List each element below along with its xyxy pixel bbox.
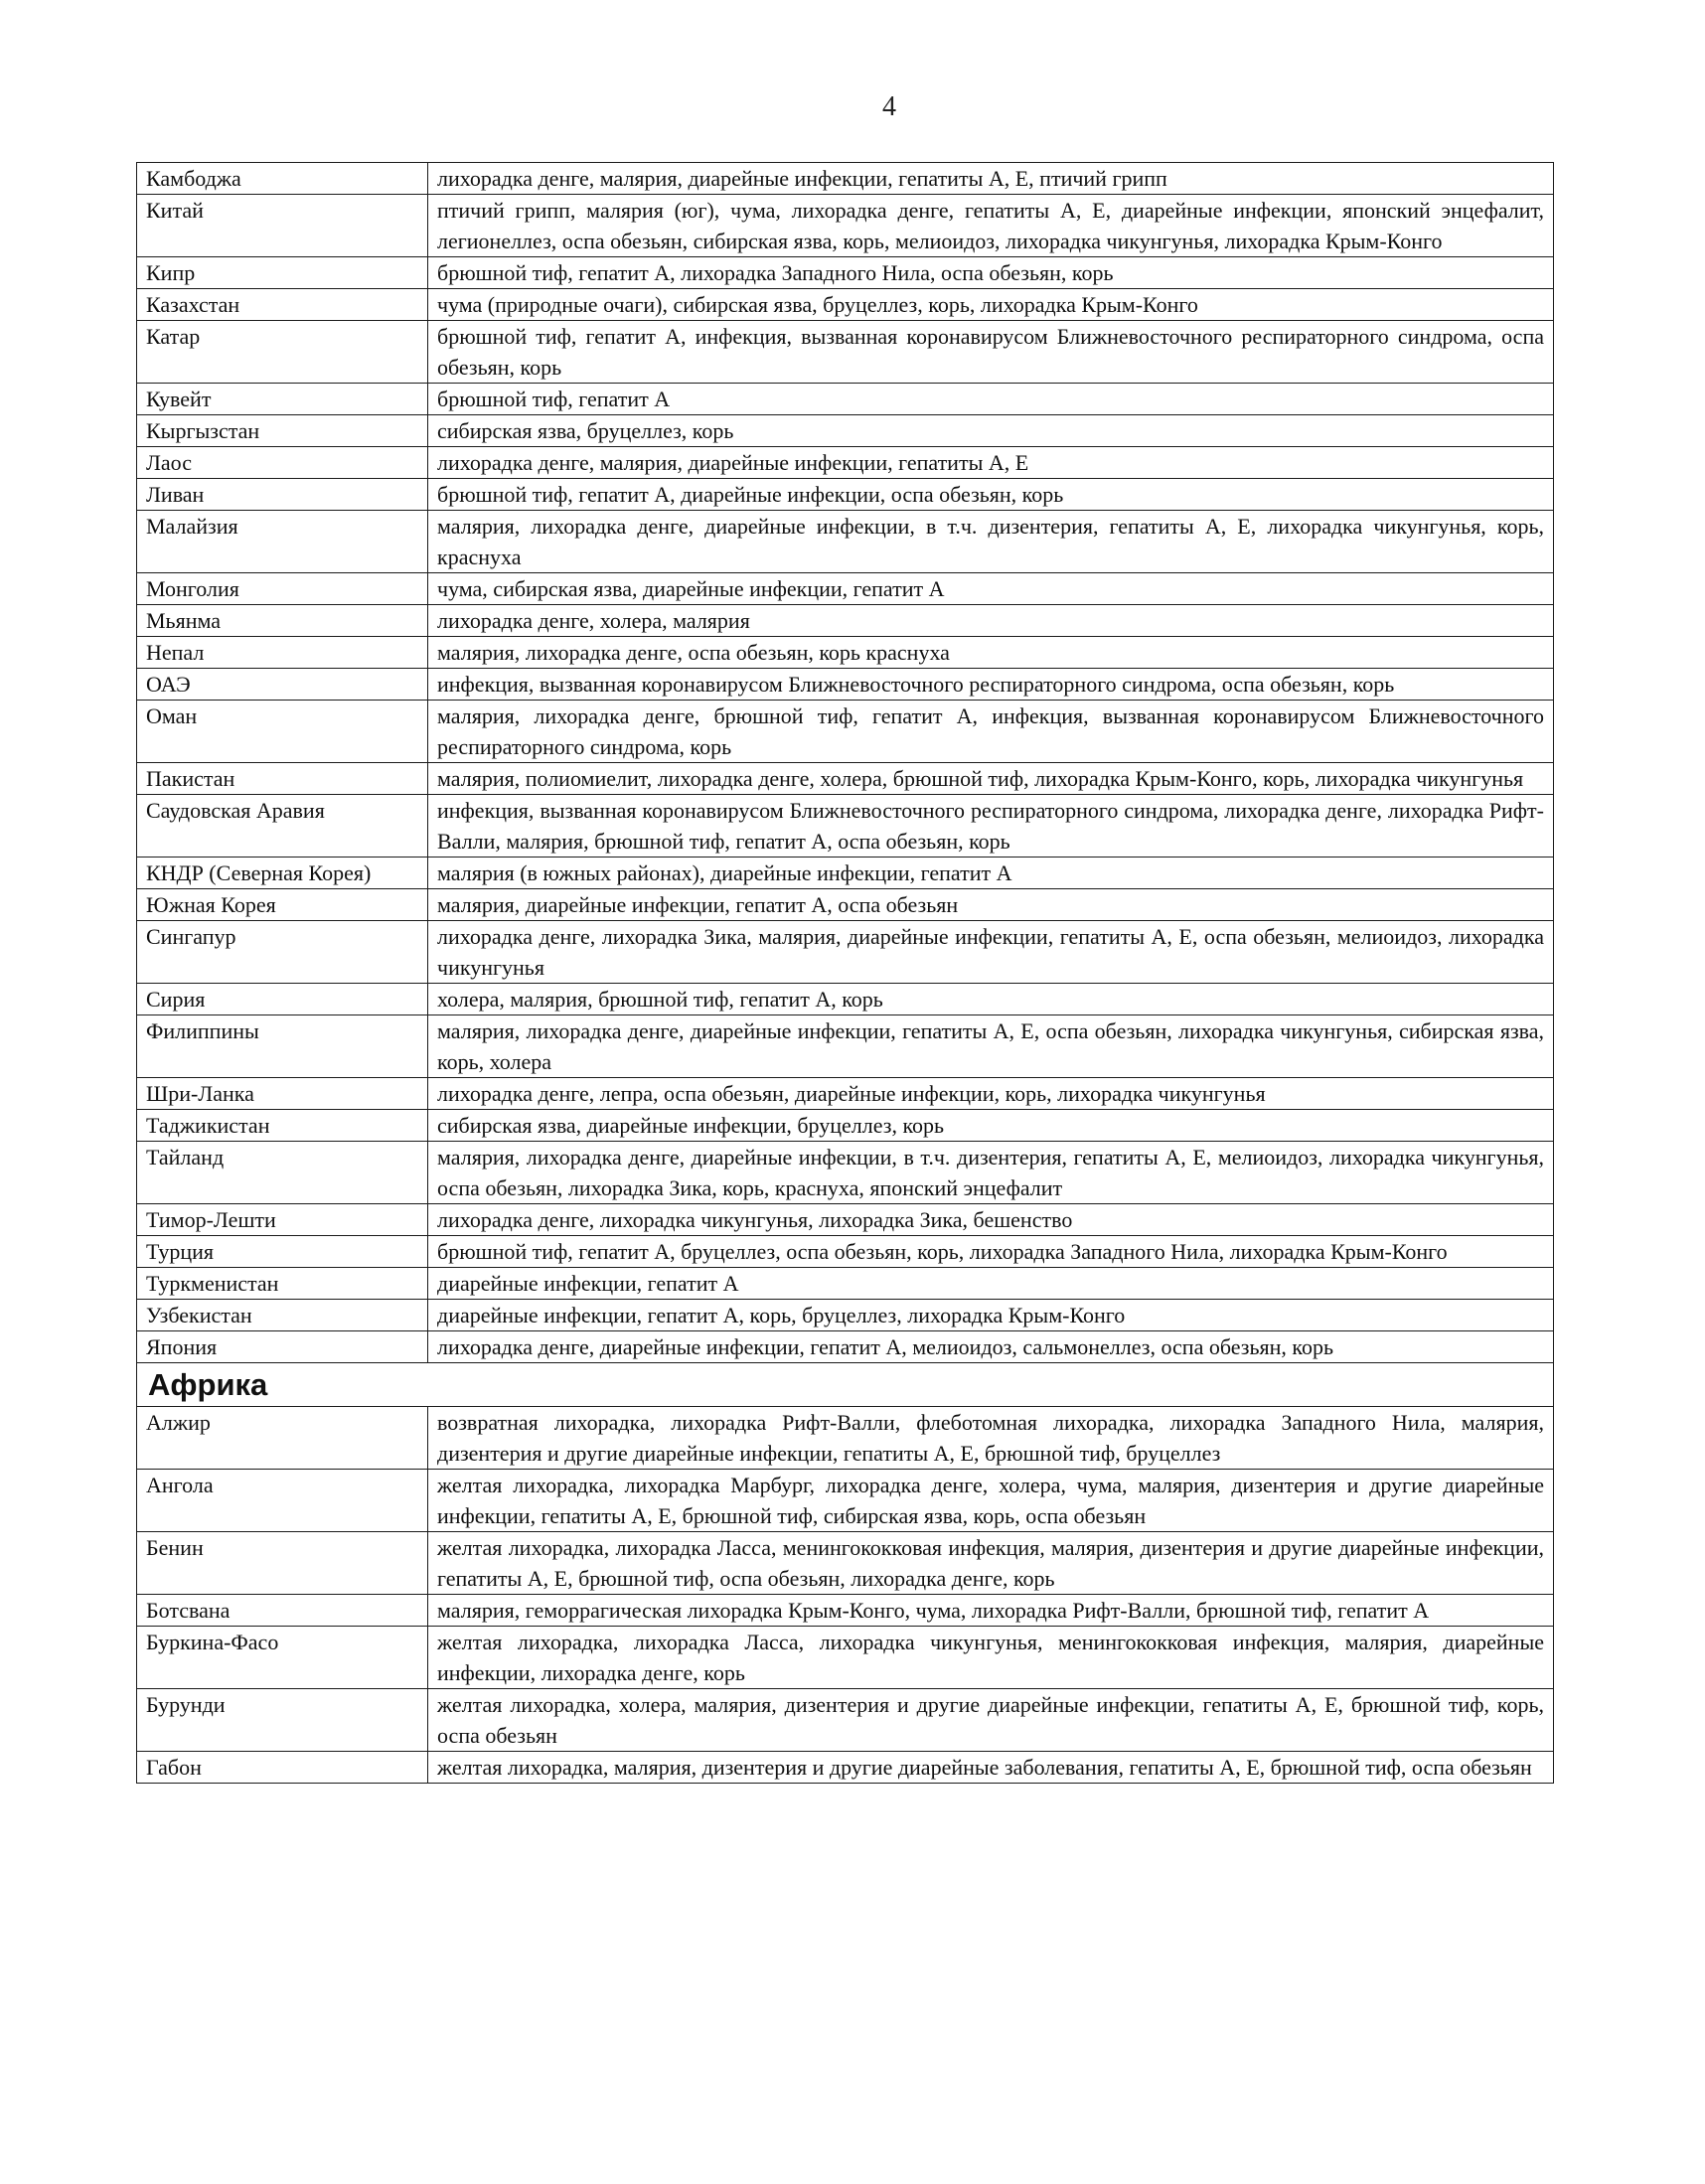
table-row	[137, 669, 1554, 701]
region-heading: Африка	[137, 1363, 1554, 1407]
table-row	[137, 1595, 1554, 1627]
table-row	[137, 289, 1554, 321]
country-cell: Узбекистан	[137, 1300, 428, 1331]
country-cell: Шри-Ланка	[137, 1078, 428, 1110]
diseases-cell: малярия, лихорадка денге, диарейные инфекции, в т.ч. дизентерия, гепатиты А, Е, лихорадка чикунгунья, корь, краснуха	[428, 511, 1554, 573]
diseases-cell: сибирская язва, бруцеллез, корь	[428, 415, 1554, 447]
diseases-cell: возвратная лихорадка, лихорадка Рифт-Валли, флеботомная лихорадка, лихорадка Западного Нила, малярия, дизентерия и другие диарейные инфекции, гепатиты А, Е, брюшной тиф, бруцеллез	[428, 1407, 1554, 1470]
diseases-cell: инфекция, вызванная коронавирусом Ближневосточного респираторного синдрома, оспа обезьян, корь	[428, 669, 1554, 701]
diseases-cell: желтая лихорадка, лихорадка Ласса, менингококковая инфекция, малярия, дизентерия и другие диарейные инфекции, гепатиты А, Е, брюшной тиф, оспа обезьян, лихорадка денге, корь	[428, 1532, 1554, 1595]
country-cell: Бурунди	[137, 1689, 428, 1752]
country-cell: Турция	[137, 1236, 428, 1268]
table-row	[137, 1752, 1554, 1784]
table-row	[137, 1470, 1554, 1532]
country-cell: Япония	[137, 1331, 428, 1363]
page-number: 4	[882, 91, 896, 122]
table-row	[137, 889, 1554, 921]
table-row	[137, 1142, 1554, 1204]
diseases-cell: брюшной тиф, гепатит А, диарейные инфекции, оспа обезьян, корь	[428, 479, 1554, 511]
table-row	[137, 415, 1554, 447]
country-cell: Ливан	[137, 479, 428, 511]
diseases-cell: лихорадка денге, лихорадка Зика, малярия, диарейные инфекции, гепатиты А, Е, оспа обезьян, мелиоидоз, лихорадка чикунгунья	[428, 921, 1554, 984]
table-row	[137, 1110, 1554, 1142]
table-row	[137, 921, 1554, 984]
country-cell: Туркменистан	[137, 1268, 428, 1300]
diseases-cell: брюшной тиф, гепатит А, бруцеллез, оспа обезьян, корь, лихорадка Западного Нила, лихорадка Крым-Конго	[428, 1236, 1554, 1268]
country-cell: Сингапур	[137, 921, 428, 984]
table-row	[137, 195, 1554, 257]
table-row	[137, 321, 1554, 384]
country-cell: Катар	[137, 321, 428, 384]
table-row	[137, 1078, 1554, 1110]
table-row	[137, 257, 1554, 289]
country-cell: Непал	[137, 637, 428, 669]
diseases-cell: лихорадка денге, малярия, диарейные инфекции, гепатиты А, Е, птичий грипп	[428, 163, 1554, 195]
diseases-cell: лихорадка денге, лепра, оспа обезьян, диарейные инфекции, корь, лихорадка чикунгунья	[428, 1078, 1554, 1110]
diseases-cell: малярия (в южных районах), диарейные инфекции, гепатит А	[428, 858, 1554, 889]
table-row	[137, 1236, 1554, 1268]
table-row	[137, 1015, 1554, 1078]
table-row	[137, 384, 1554, 415]
table-row	[137, 795, 1554, 858]
country-cell: ОАЭ	[137, 669, 428, 701]
diseases-cell: желтая лихорадка, холера, малярия, дизентерия и другие диарейные инфекции, гепатиты А, Е, брюшной тиф, корь, оспа обезьян	[428, 1689, 1554, 1752]
table-row	[137, 1331, 1554, 1363]
africa-section	[137, 1363, 1554, 1407]
table-row	[137, 1300, 1554, 1331]
country-cell: Казахстан	[137, 289, 428, 321]
diseases-cell: малярия, лихорадка денге, диарейные инфекции, гепатиты А, Е, оспа обезьян, лихорадка чикунгунья, сибирская язва, корь, холера	[428, 1015, 1554, 1078]
table-row	[137, 1204, 1554, 1236]
diseases-cell: диарейные инфекции, гепатит А, корь, бруцеллез, лихорадка Крым-Конго	[428, 1300, 1554, 1331]
table-row	[137, 763, 1554, 795]
table-row	[137, 447, 1554, 479]
diseases-cell: лихорадка денге, лихорадка чикунгунья, лихорадка Зика, бешенство	[428, 1204, 1554, 1236]
africa-table-body	[137, 1407, 1554, 1784]
country-cell: Малайзия	[137, 511, 428, 573]
country-cell: Буркина-Фасо	[137, 1627, 428, 1689]
asia-table-body	[137, 163, 1554, 1363]
diseases-cell: холера, малярия, брюшной тиф, гепатит А, корь	[428, 984, 1554, 1015]
diseases-cell: лихорадка денге, малярия, диарейные инфекции, гепатиты А, Е	[428, 447, 1554, 479]
table-row	[137, 479, 1554, 511]
diseases-cell: чума, сибирская язва, диарейные инфекции, гепатит А	[428, 573, 1554, 605]
country-cell: Кыргызстан	[137, 415, 428, 447]
diseases-cell: брюшной тиф, гепатит А	[428, 384, 1554, 415]
country-cell: КНДР (Северная Корея)	[137, 858, 428, 889]
table-row	[137, 1407, 1554, 1470]
country-cell: Оман	[137, 701, 428, 763]
diseases-cell: малярия, лихорадка денге, оспа обезьян, корь краснуха	[428, 637, 1554, 669]
diseases-cell: желтая лихорадка, малярия, дизентерия и другие диарейные заболевания, гепатиты А, Е, брюшной тиф, оспа обезьян	[428, 1752, 1554, 1784]
diseases-cell: малярия, диарейные инфекции, гепатит А, оспа обезьян	[428, 889, 1554, 921]
table-row	[137, 701, 1554, 763]
country-disease-table	[136, 162, 1554, 1784]
country-cell: Сирия	[137, 984, 428, 1015]
diseases-cell: инфекция, вызванная коронавирусом Ближневосточного респираторного синдрома, лихорадка денге, лихорадка Рифт-Валли, малярия, брюшной тиф, гепатит А, оспа обезьян, корь	[428, 795, 1554, 858]
country-cell: Монголия	[137, 573, 428, 605]
country-cell: Китай	[137, 195, 428, 257]
diseases-cell: лихорадка денге, диарейные инфекции, гепатит А, мелиоидоз, сальмонеллез, оспа обезьян, корь	[428, 1331, 1554, 1363]
country-cell: Габон	[137, 1752, 428, 1784]
country-cell: Ботсвана	[137, 1595, 428, 1627]
country-cell: Саудовская Аравия	[137, 795, 428, 858]
diseases-cell: малярия, геморрагическая лихорадка Крым-Конго, чума, лихорадка Рифт-Валли, брюшной тиф, гепатит А	[428, 1595, 1554, 1627]
diseases-cell: брюшной тиф, гепатит А, лихорадка Западного Нила, оспа обезьян, корь	[428, 257, 1554, 289]
table-row	[137, 984, 1554, 1015]
diseases-cell: малярия, лихорадка денге, диарейные инфекции, в т.ч. дизентерия, гепатиты А, Е, мелиоидоз, лихорадка чикунгунья, оспа обезьян, лихорадка Зика, корь, краснуха, японский энцефалит	[428, 1142, 1554, 1204]
country-cell: Филиппины	[137, 1015, 428, 1078]
country-cell: Тайланд	[137, 1142, 428, 1204]
table-row	[137, 511, 1554, 573]
diseases-cell: лихорадка денге, холера, малярия	[428, 605, 1554, 637]
diseases-cell: малярия, полиомиелит, лихорадка денге, холера, брюшной тиф, лихорадка Крым-Конго, корь, лихорадка чикунгунья	[428, 763, 1554, 795]
country-cell: Лаос	[137, 447, 428, 479]
country-cell: Южная Корея	[137, 889, 428, 921]
table-row	[137, 605, 1554, 637]
diseases-cell: диарейные инфекции, гепатит А	[428, 1268, 1554, 1300]
diseases-cell: желтая лихорадка, лихорадка Марбург, лихорадка денге, холера, чума, малярия, дизентерия и другие диарейные инфекции, гепатиты А, Е, брюшной тиф, сибирская язва, корь, оспа обезьян	[428, 1470, 1554, 1532]
region-row	[137, 1363, 1554, 1407]
country-cell: Алжир	[137, 1407, 428, 1470]
country-cell: Кипр	[137, 257, 428, 289]
table-row	[137, 1532, 1554, 1595]
country-cell: Тимор-Лешти	[137, 1204, 428, 1236]
country-cell: Бенин	[137, 1532, 428, 1595]
table-row	[137, 163, 1554, 195]
table-row	[137, 1689, 1554, 1752]
table-row	[137, 573, 1554, 605]
country-cell: Ангола	[137, 1470, 428, 1532]
diseases-cell: брюшной тиф, гепатит А, инфекция, вызванная коронавирусом Ближневосточного респираторного синдрома, оспа обезьян, корь	[428, 321, 1554, 384]
table-row	[137, 1627, 1554, 1689]
diseases-cell: чума (природные очаги), сибирская язва, бруцеллез, корь, лихорадка Крым-Конго	[428, 289, 1554, 321]
diseases-cell: желтая лихорадка, лихорадка Ласса, лихорадка чикунгунья, менингококковая инфекция, малярия, диарейные инфекции, лихорадка денге, корь	[428, 1627, 1554, 1689]
diseases-cell: сибирская язва, диарейные инфекции, бруцеллез, корь	[428, 1110, 1554, 1142]
table-row	[137, 858, 1554, 889]
country-cell: Пакистан	[137, 763, 428, 795]
country-cell: Кувейт	[137, 384, 428, 415]
country-cell: Таджикистан	[137, 1110, 428, 1142]
table-row	[137, 637, 1554, 669]
diseases-cell: птичий грипп, малярия (юг), чума, лихорадка денге, гепатиты А, Е, диарейные инфекции, японский энцефалит, легионеллез, оспа обезьян, сибирская язва, корь, мелиоидоз, лихорадка чикунгунья, лихорадка Крым-Конго	[428, 195, 1554, 257]
diseases-cell: малярия, лихорадка денге, брюшной тиф, гепатит А, инфекция, вызванная коронавирусом Ближневосточного респираторного синдрома, корь	[428, 701, 1554, 763]
country-cell: Мьянма	[137, 605, 428, 637]
country-cell: Камбоджа	[137, 163, 428, 195]
table-row	[137, 1268, 1554, 1300]
